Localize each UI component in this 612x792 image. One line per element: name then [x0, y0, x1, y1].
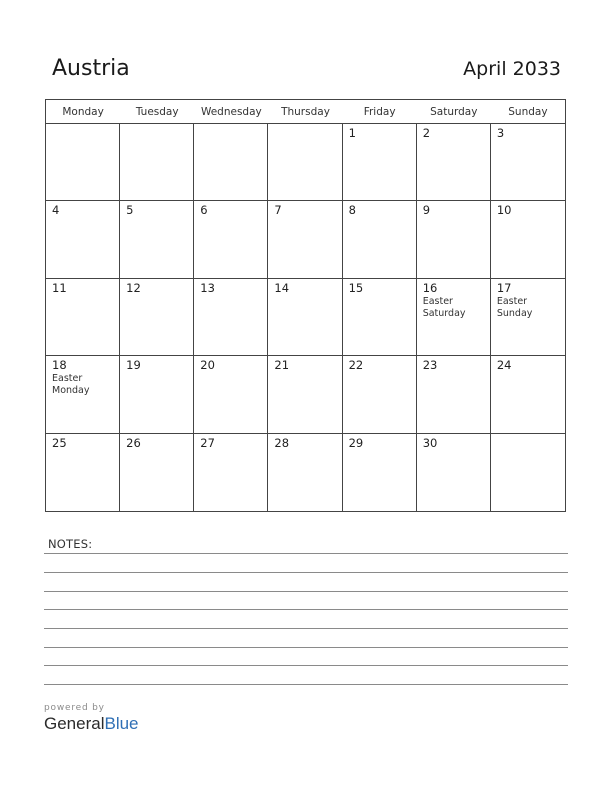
day-number: 24: [496, 358, 512, 373]
powered-by-text: powered by: [44, 703, 105, 713]
day-number: 3: [496, 126, 505, 140]
day-number: 7: [274, 203, 282, 218]
day-cell: [343, 201, 417, 278]
notes-line: [44, 572, 568, 573]
day-cell: [491, 201, 565, 278]
day-number: 6: [200, 203, 208, 218]
day-number: 27: [200, 435, 215, 450]
day-cell: [417, 356, 491, 433]
holiday-label: Easter Sunday: [496, 295, 533, 319]
day-cell: [194, 356, 268, 433]
day-cell: [120, 279, 194, 356]
day-cell: [491, 124, 565, 201]
day-number: 22: [348, 358, 364, 373]
day-cell: [46, 434, 120, 511]
weekday-tuesday: Tuesday: [135, 106, 179, 118]
day-number: 1: [348, 126, 356, 140]
day-cell: [268, 434, 342, 511]
day-cell: [268, 201, 342, 278]
notes-line: [44, 647, 568, 648]
day-number: 4: [52, 203, 60, 218]
weekday-thursday: Thursday: [281, 106, 330, 118]
day-number: 20: [200, 358, 215, 373]
generalblue-logo: [44, 714, 139, 734]
country-title: Austria: [52, 56, 130, 81]
day-number: 10: [496, 203, 512, 218]
weekday-saturday: Saturday: [430, 106, 478, 118]
day-number: 30: [422, 435, 438, 450]
day-cell: [268, 279, 342, 356]
day-cell: [417, 434, 491, 511]
day-number: 26: [126, 435, 141, 450]
day-cell: [491, 434, 565, 511]
notes-line: [44, 591, 568, 592]
day-number: 8: [348, 203, 356, 218]
weekday-wednesday: Wednesday: [200, 106, 262, 118]
day-cell: [268, 356, 342, 433]
day-cell: [343, 356, 417, 433]
calendar-table: [45, 99, 566, 512]
day-number: 9: [422, 203, 431, 218]
day-number: 21: [274, 358, 290, 373]
day-cell: [268, 124, 342, 201]
day-number: 12: [126, 280, 141, 295]
notes-line: [44, 665, 568, 666]
notes-line: [44, 609, 568, 610]
holiday-label: Easter Saturday: [422, 295, 466, 319]
notes-label: NOTES:: [48, 537, 93, 551]
notes-line: [44, 628, 568, 629]
day-cell: [46, 279, 120, 356]
day-number: 28: [274, 435, 290, 450]
day-number: 17: [496, 280, 512, 295]
logo-general: General: [44, 714, 105, 733]
day-number: 25: [52, 435, 67, 450]
day-cell: [194, 124, 268, 201]
day-cell: [417, 279, 491, 356]
day-cell: [417, 124, 491, 201]
day-cell: [491, 279, 565, 356]
calendar-grid: [46, 124, 565, 511]
day-number: 14: [274, 280, 290, 295]
day-cell: [194, 279, 268, 356]
month-year-title: April 2033: [463, 58, 561, 80]
day-number: 18: [52, 358, 67, 373]
day-number: 15: [348, 280, 364, 295]
day-cell: [491, 356, 565, 433]
day-number: 5: [126, 203, 134, 218]
day-number: 2: [422, 126, 431, 140]
day-cell: [343, 124, 417, 201]
day-number: 23: [422, 358, 438, 373]
day-cell: [46, 201, 120, 278]
weekday-sunday: Sunday: [508, 106, 548, 118]
day-number: 16: [422, 280, 438, 295]
day-cell: [417, 201, 491, 278]
holiday-label: Easter Monday: [52, 373, 90, 397]
logo-blue: Blue: [104, 714, 139, 733]
day-cell: [120, 201, 194, 278]
weekday-header-row: [46, 100, 565, 124]
day-cell: [194, 434, 268, 511]
day-cell: [46, 124, 120, 201]
day-cell: [343, 434, 417, 511]
day-cell: [120, 434, 194, 511]
footer-branding: [44, 703, 139, 734]
day-number: 13: [200, 280, 215, 295]
day-cell: [194, 201, 268, 278]
weekday-friday: Friday: [363, 106, 396, 118]
day-cell: [46, 356, 120, 433]
notes-line: [44, 684, 568, 685]
day-number: 19: [126, 358, 141, 373]
day-number: 29: [348, 435, 364, 450]
weekday-monday: Monday: [62, 106, 104, 118]
notes-line: [44, 553, 568, 554]
day-cell: [120, 356, 194, 433]
day-number: 11: [52, 280, 67, 295]
day-cell: [120, 124, 194, 201]
day-cell: [343, 279, 417, 356]
